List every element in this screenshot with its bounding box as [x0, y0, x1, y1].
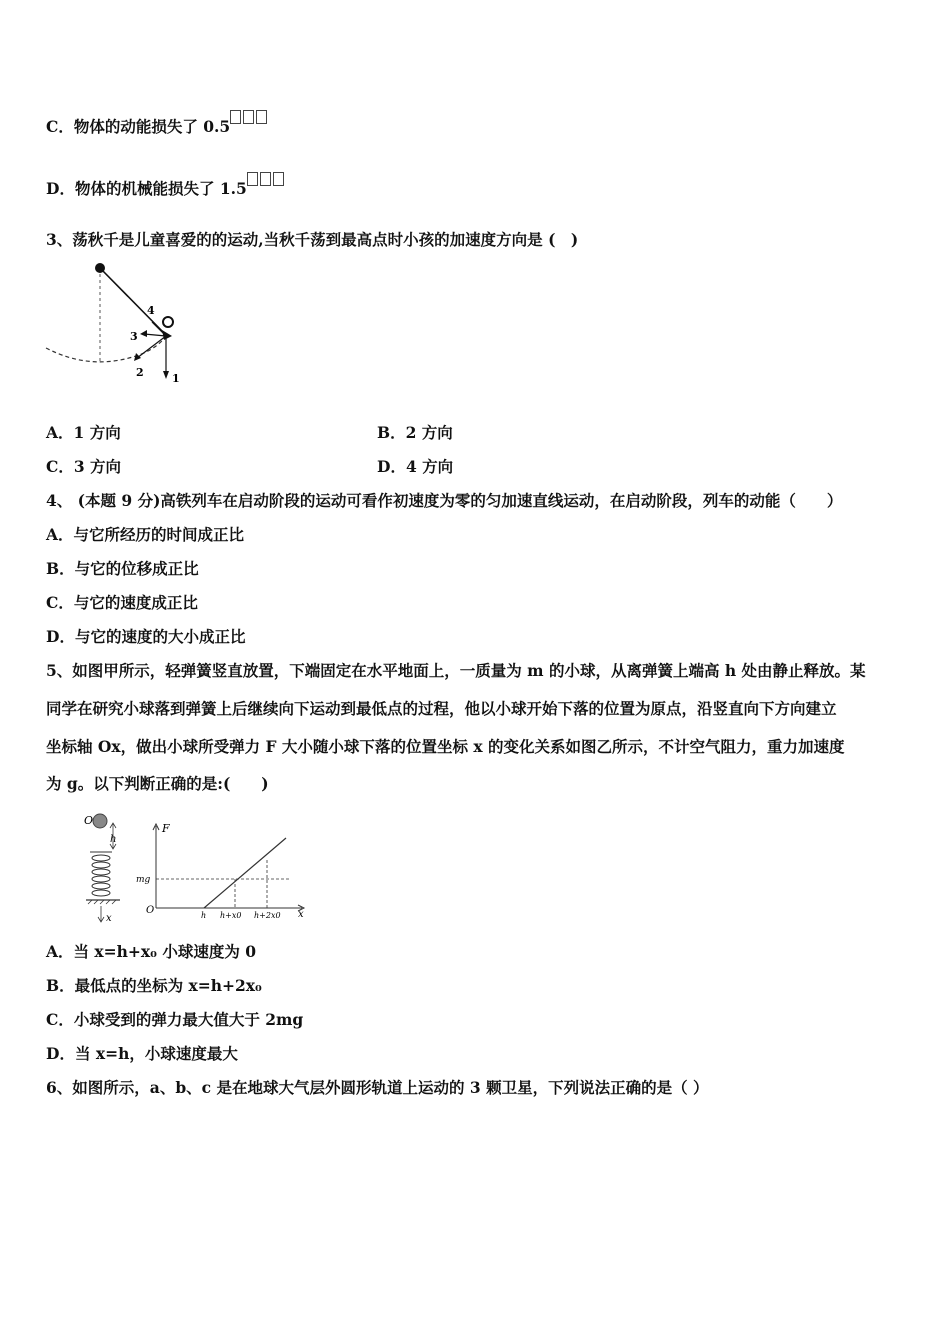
- q5-stem-line-1: 5、如图甲所示，轻弹簧竖直放置，下端固定在水平地面上，一质量为 m 的小球，从离弹簧上端高 h 处由静止释放。某: [46, 661, 866, 680]
- q3-stem: 3、荡秋千是儿童喜爱的的运动,当秋千荡到最高点时小孩的加速度方向是 ( ): [46, 230, 579, 249]
- q5-option-b: [46, 974, 262, 996]
- option-text: 与它的速度成正比: [73, 593, 198, 612]
- q3-option-c: [46, 455, 121, 477]
- option-text: 2 方向: [405, 423, 453, 442]
- graph-mg-label: mg: [136, 875, 151, 885]
- q5-option-d: [46, 1042, 238, 1064]
- option-label: A．: [46, 525, 74, 544]
- spring-figure: [80, 808, 140, 926]
- swing-figure: [44, 258, 194, 386]
- option-text: 小球受到的弹力最大值大于 2mg: [73, 1010, 304, 1029]
- option-label: B．: [46, 559, 75, 578]
- missing-glyph-icon: [230, 110, 269, 127]
- option-text: 当 x=h，小球速度最大: [74, 1044, 238, 1063]
- option-text: 与它的位移成正比: [74, 559, 199, 578]
- q2-option-c: [46, 115, 269, 137]
- option-label: A．: [46, 942, 74, 961]
- graph-f-label: F: [162, 822, 170, 835]
- option-text: 1 方向: [73, 423, 121, 442]
- q3-option-d: [377, 455, 453, 477]
- option-label: B．: [46, 976, 75, 995]
- origin-label: O: [84, 814, 94, 827]
- option-text: 最低点的坐标为 x=h+2x₀: [74, 976, 262, 995]
- q2-option-d: [46, 177, 286, 199]
- option-label: D．: [377, 457, 406, 476]
- axis-x-label: x: [106, 913, 112, 924]
- option-text: 4 方向: [405, 457, 454, 476]
- q5-option-a: [46, 940, 256, 962]
- q3-option-a: [46, 421, 121, 443]
- option-label: C．: [46, 593, 74, 612]
- option-label: D．: [46, 1044, 75, 1063]
- q5-option-c: [46, 1008, 303, 1030]
- q4-option-b: [46, 557, 199, 579]
- tick-h-plus-x0: h+x0: [220, 911, 242, 920]
- q5-stem-line-4: 为 g。以下判断正确的是:( ): [46, 774, 269, 793]
- q4-option-d: [46, 625, 245, 647]
- q3-option-b: [377, 421, 453, 443]
- q5-stem-line-2: 同学在研究小球落到弹簧上后继续向下运动到最低点的过程，他以小球开始下落的位置为原点，沿竖直向下方向建立: [46, 699, 837, 718]
- option-text: 当 x=h+x₀ 小球速度为 0: [73, 942, 257, 961]
- option-text: 与它的速度的大小成正比: [74, 627, 246, 646]
- q4-option-a: [46, 523, 244, 545]
- option-label: D．: [46, 627, 75, 646]
- figure-label: 2: [136, 366, 144, 379]
- q4-stem: 4、 (本题 9 分)高铁列车在启动阶段的运动可看作初速度为零的匀加速直线运动，在启动阶段，列车的动能（ ）: [46, 491, 843, 510]
- tick-h-plus-2x0: h+2x0: [254, 911, 281, 920]
- option-text: 3 方向: [73, 457, 122, 476]
- figure-label: 1: [172, 372, 180, 385]
- option-label: C．: [46, 457, 74, 476]
- q5-stem-line-3: 坐标轴 Ox，做出小球所受弹力 F 大小随小球下落的位置坐标 x 的变化关系如图乙所示，不计空气阻力，重力加速度: [46, 737, 845, 756]
- option-text: 与它所经历的时间成正比: [73, 525, 245, 544]
- option-text: 物体的机械能损失了 1.5: [74, 179, 247, 198]
- option-label: D．: [46, 179, 75, 198]
- tick-h: h: [201, 911, 207, 920]
- graph-x-label: x: [298, 909, 304, 920]
- q4-option-c: [46, 591, 198, 613]
- figure-label: 4: [147, 304, 155, 317]
- height-label: h: [110, 834, 117, 845]
- option-label: B．: [377, 423, 406, 442]
- missing-glyph-icon: [247, 172, 286, 189]
- option-text: 物体的动能损失了 0.5: [73, 117, 231, 136]
- force-graph: [136, 820, 312, 924]
- q6-stem: 6、如图所示，a、b、c 是在地球大气层外圆形轨道上运动的 3 颗卫星，下列说法正确的是（ ）: [46, 1078, 709, 1097]
- figure-label: 3: [130, 330, 138, 343]
- graph-origin-label: O: [146, 905, 155, 916]
- option-label: C．: [46, 1010, 74, 1029]
- option-label: A．: [46, 423, 74, 442]
- option-label: C．: [46, 117, 74, 136]
